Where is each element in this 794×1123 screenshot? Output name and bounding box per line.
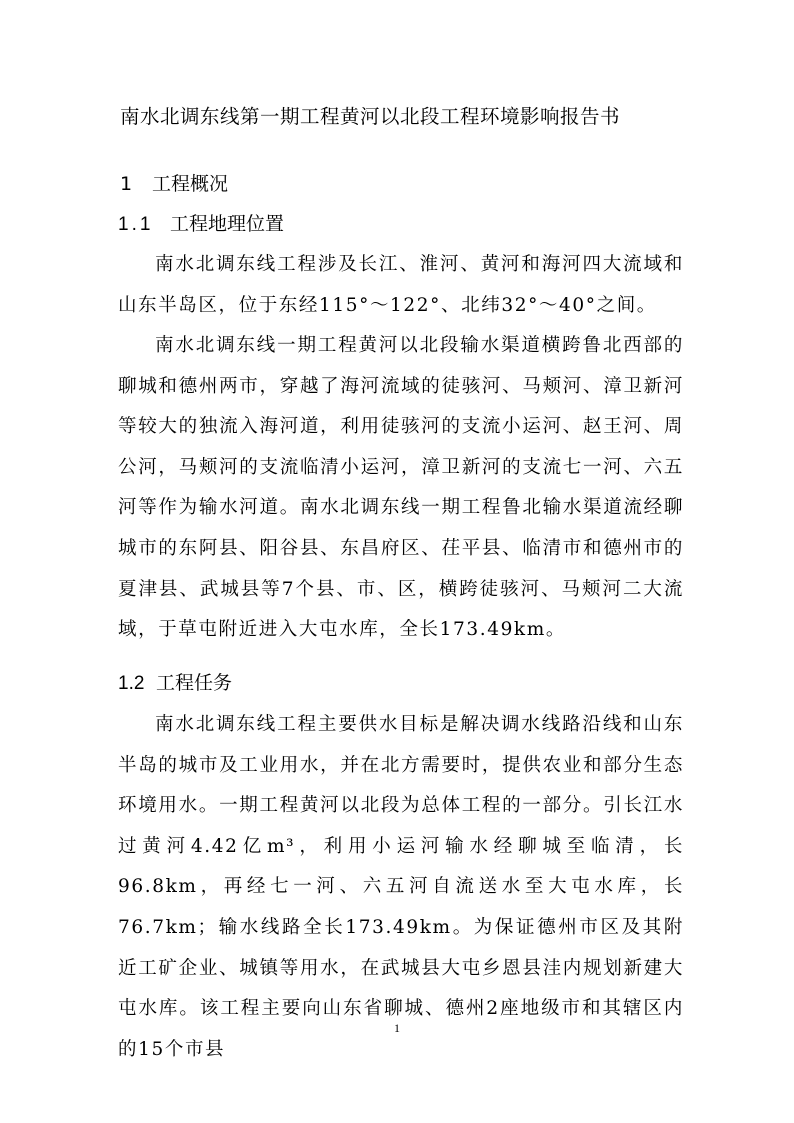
document-title: 南水北调东线第一期工程黄河以北段工程环境影响报告书 — [120, 105, 621, 128]
section-heading-1-2 — [118, 668, 232, 695]
page-number: 1 — [394, 1021, 400, 1035]
section-heading-1 — [120, 169, 228, 196]
section-number: 1.1 — [118, 214, 154, 235]
paragraph-tasks: 南水北调东线工程主要供水目标是解决调水线路沿线和山东半岛的城市及工业用水，并在北方需要时，提供农业和部分生态环境用水。一期工程黄河以北段为总体工程的一部分。引长江水过黄河4.42亿m³，利用小运河输水经聊城至临清，长96.8km，再经七一河、六五河自流送水至大屯水库，长76.7km；输水线路全长173.49km。为保证德州市区及其附近工矿企业、城镇等用水，在武城县大屯乡恩县洼内规划新建大屯水库。该工程主要向山东省聊城、德州2座地级市和其辖区内的15个市县 — [118, 714, 684, 1060]
section-number: 1.2 — [118, 673, 145, 694]
section-number: 1 — [120, 173, 133, 195]
section-title: 工程任务 — [156, 672, 233, 694]
section-title: 工程地理位置 — [170, 213, 285, 235]
paragraph-geography-1: 南水北调东线工程涉及长江、淮河、黄河和海河四大流域和山东半岛区，位于东经115°～122°、北纬32°～40°之间。 — [118, 254, 684, 316]
section-title: 工程概况 — [152, 173, 229, 195]
section-heading-1-1 — [118, 209, 284, 236]
paragraph-geography-2: 南水北调东线一期工程黄河以北段输水渠道横跨鲁北西部的聊城和德州两市，穿越了海河流域的徒骇河、马颊河、漳卫新河等较大的独流入海河道，利用徒骇河的支流小运河、赵王河、周公河，马颊河的支流临清小运河，漳卫新河的支流七一河、六五河等作为输水河道。南水北调东线一期工程鲁北输水渠道流经聊城市的东阿县、阳谷县、东昌府区、茌平县、临清市和德州市的夏津县、武城县等7个县、市、区，横跨徒骇河、马颊河二大流域，于草屯附近进入大屯水库，全长173.49km。 — [118, 335, 684, 641]
